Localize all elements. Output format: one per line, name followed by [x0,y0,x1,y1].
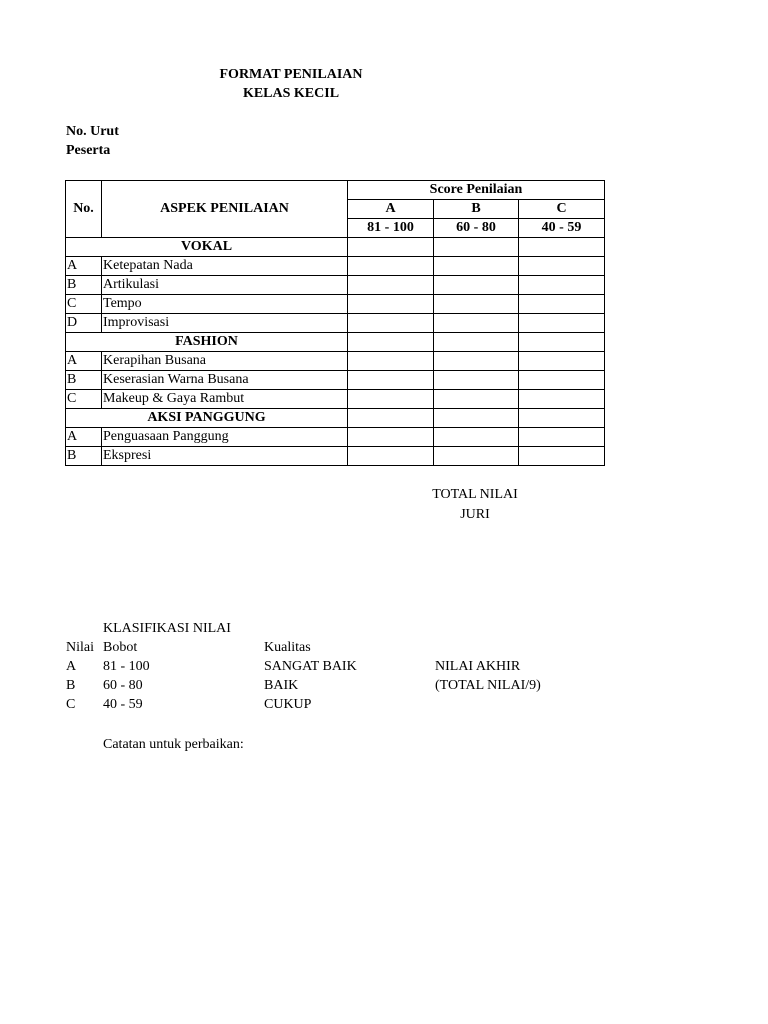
score-cell[interactable] [519,238,605,257]
classification-row-kualitas: CUKUP [264,697,312,712]
score-cell[interactable] [519,352,605,371]
aspect-code: C [66,295,102,314]
grade-letter-a: A [348,200,434,219]
page-title: FORMAT PENILAIAN [219,67,363,82]
classification-row-nilai: C [66,697,76,712]
section-title: AKSI PANGGUNG [66,409,348,428]
score-cell[interactable] [434,428,519,447]
total-score-judge-label: JURI [460,507,490,522]
classification-col-kualitas: Kualitas [264,640,311,655]
aspect-row [66,428,605,447]
aspect-code: A [66,428,102,447]
score-cell[interactable] [519,390,605,409]
score-cell[interactable] [434,409,519,428]
classification-row-bobot: 81 - 100 [103,659,150,674]
grade-range-a: 81 - 100 [348,219,434,238]
total-score-label: TOTAL NILAI [432,487,518,502]
score-cell[interactable] [519,371,605,390]
grade-letter-c: C [519,200,605,219]
aspect-row [66,447,605,466]
score-cell[interactable] [434,314,519,333]
classification-title: KLASIFIKASI NILAI [103,621,231,636]
score-table [65,180,605,466]
aspect-label: Artikulasi [102,276,348,295]
score-cell[interactable] [348,314,434,333]
aspect-row [66,314,605,333]
classification-row-kualitas: SANGAT BAIK [264,659,357,674]
aspect-label: Ekspresi [102,447,348,466]
aspect-code: B [66,447,102,466]
section-title: VOKAL [66,238,348,257]
classification-row-bobot: 60 - 80 [103,678,143,693]
score-cell[interactable] [348,295,434,314]
score-cell[interactable] [348,447,434,466]
aspect-label: Improvisasi [102,314,348,333]
aspect-label: Ketepatan Nada [102,257,348,276]
aspect-code: B [66,276,102,295]
score-cell[interactable] [434,333,519,352]
grade-range-b: 60 - 80 [434,219,519,238]
grade-range-c: 40 - 59 [519,219,605,238]
classification-col-nilai: Nilai [66,640,94,655]
aspect-code: B [66,371,102,390]
classification-row-kualitas: BAIK [264,678,299,693]
score-cell[interactable] [348,257,434,276]
section-row [66,238,605,257]
classification-row-bobot: 40 - 59 [103,697,143,712]
aspect-label: Keserasian Warna Busana [102,371,348,390]
score-cell[interactable] [434,352,519,371]
score-cell[interactable] [434,447,519,466]
aspect-row [66,276,605,295]
aspect-label: Makeup & Gaya Rambut [102,390,348,409]
grade-letter-b: B [434,200,519,219]
score-cell[interactable] [348,276,434,295]
aspect-label: Tempo [102,295,348,314]
score-cell[interactable] [519,295,605,314]
score-cell[interactable] [348,371,434,390]
aspect-row [66,390,605,409]
score-cell[interactable] [519,447,605,466]
aspect-row [66,295,605,314]
page-subtitle: KELAS KECIL [242,86,340,101]
aspect-label: Penguasaan Panggung [102,428,348,447]
aspect-code: A [66,352,102,371]
score-cell[interactable] [434,257,519,276]
aspect-label: Kerapihan Busana [102,352,348,371]
score-cell[interactable] [519,314,605,333]
score-cell[interactable] [434,295,519,314]
notes-label: Catatan untuk perbaikan: [103,737,244,752]
score-cell[interactable] [348,428,434,447]
final-score-formula: (TOTAL NILAI/9) [435,678,541,693]
header-score: Score Penilaian [348,181,605,200]
aspect-row [66,257,605,276]
score-cell[interactable] [348,333,434,352]
score-cell[interactable] [348,352,434,371]
score-cell[interactable] [348,409,434,428]
section-row [66,409,605,428]
score-cell[interactable] [519,409,605,428]
aspect-row [66,352,605,371]
score-cell[interactable] [434,371,519,390]
participant-label: Peserta [66,143,111,158]
score-cell[interactable] [348,390,434,409]
aspect-row [66,371,605,390]
classification-row-nilai: B [66,678,76,693]
classification-row-nilai: A [66,659,77,674]
section-title: FASHION [66,333,348,352]
aspect-code: C [66,390,102,409]
score-cell[interactable] [434,238,519,257]
score-cell[interactable] [348,238,434,257]
score-cell[interactable] [519,276,605,295]
score-cell[interactable] [519,257,605,276]
score-cell[interactable] [519,428,605,447]
header-no: No. [66,181,102,238]
classification-col-bobot: Bobot [103,640,138,655]
score-cell[interactable] [434,276,519,295]
final-score-label: NILAI AKHIR [435,659,521,674]
aspect-code: A [66,257,102,276]
section-row [66,333,605,352]
score-cell[interactable] [434,390,519,409]
header-aspect: ASPEK PENILAIAN [102,181,348,238]
score-cell[interactable] [519,333,605,352]
aspect-code: D [66,314,102,333]
participant-number-label: No. Urut [66,124,119,139]
